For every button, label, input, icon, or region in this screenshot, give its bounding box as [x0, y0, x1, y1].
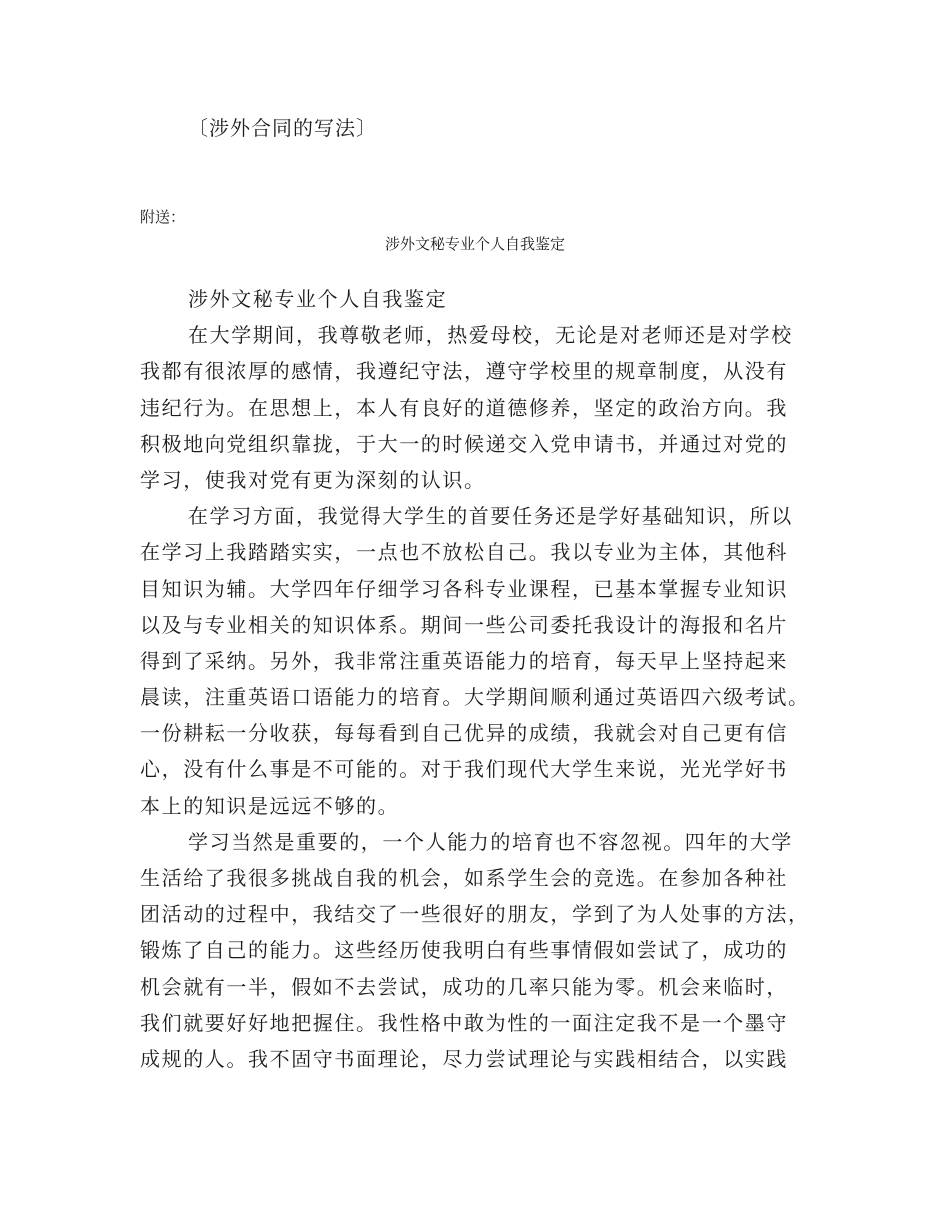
essay-line: 成规的人。我不固守书面理论，尽力尝试理论与实践相结合，以实践 — [140, 1046, 788, 1071]
essay-line: 心，没有什么事是不可能的。对于我们现代大学生来说，光光学好书 — [140, 757, 788, 782]
essay-line: 晨读，注重英语口语能力的培育。大学期间顺利通过英语四六级考试。 — [140, 685, 810, 710]
essay-line: 锻炼了自己的能力。这些经历使我明白有些事情假如尝试了，成功的 — [140, 938, 788, 963]
essay-line: 我都有很浓厚的感情，我遵纪守法，遵守学校里的规章制度，从没有 — [140, 359, 788, 384]
essay-line: 我们就要好好地把握住。我性格中敢为性的一面注定我不是一个墨守 — [140, 1010, 788, 1035]
essay-line: 在大学期间，我尊敬老师，热爱母校，无论是对老师还是对学校 — [188, 323, 793, 348]
essay-body — [140, 281, 810, 1077]
essay-line: 本上的知识是远远不够的。 — [140, 793, 400, 818]
essay-line: 机会就有一半，假如不去尝试，成功的几率只能为零。机会来临时， — [140, 974, 788, 999]
essay-line: 团活动的过程中，我结交了一些很好的朋友，学到了为人处事的方法， — [140, 902, 810, 927]
essay-line: 涉外文秘专业个人自我鉴定 — [188, 287, 448, 311]
essay-line: 生活给了我很多挑战自我的机会，如系学生会的竞选。在参加各种社 — [140, 866, 788, 890]
essay-line: 在学习上我踏踏实实，一点也不放松自己。我以专业为主体，其他科 — [140, 540, 788, 565]
essay-line: 学习当然是重要的，一个人能力的培育也不容忽视。四年的大学 — [188, 829, 793, 854]
attachment-label: 附送： — [140, 208, 186, 226]
essay-line: 得到了采纳。另外，我非常注重英语能力的培育，每天早上坚持起来 — [140, 648, 788, 673]
essay-line: 以及与专业相关的知识体系。期间一些公司委托我设计的海报和名片 — [140, 612, 788, 637]
essay-line: 目知识为辅。大学四年仔细学习各科专业课程，已基本掌握专业知识 — [140, 576, 788, 601]
essay-centered-title: 涉外文秘专业个人自我鉴定 — [384, 235, 565, 253]
document-title: 〔涉外合同的写法〕 — [188, 116, 377, 140]
essay-line: 一份耕耘一分收获，每每看到自己优异的成绩，我就会对自己更有信 — [140, 721, 788, 746]
essay-line: 学习，使我对党有更为深刻的认识。 — [140, 467, 486, 492]
essay-line: 积极地向党组织靠拢，于大一的时候递交入党申请书，并通过对党的 — [140, 431, 788, 456]
essay-line: 违纪行为。在思想上，本人有良好的道德修养，坚定的政治方向。我 — [140, 395, 788, 420]
essay-line: 在学习方面，我觉得大学生的首要任务还是学好基础知识，所以 — [188, 504, 793, 529]
